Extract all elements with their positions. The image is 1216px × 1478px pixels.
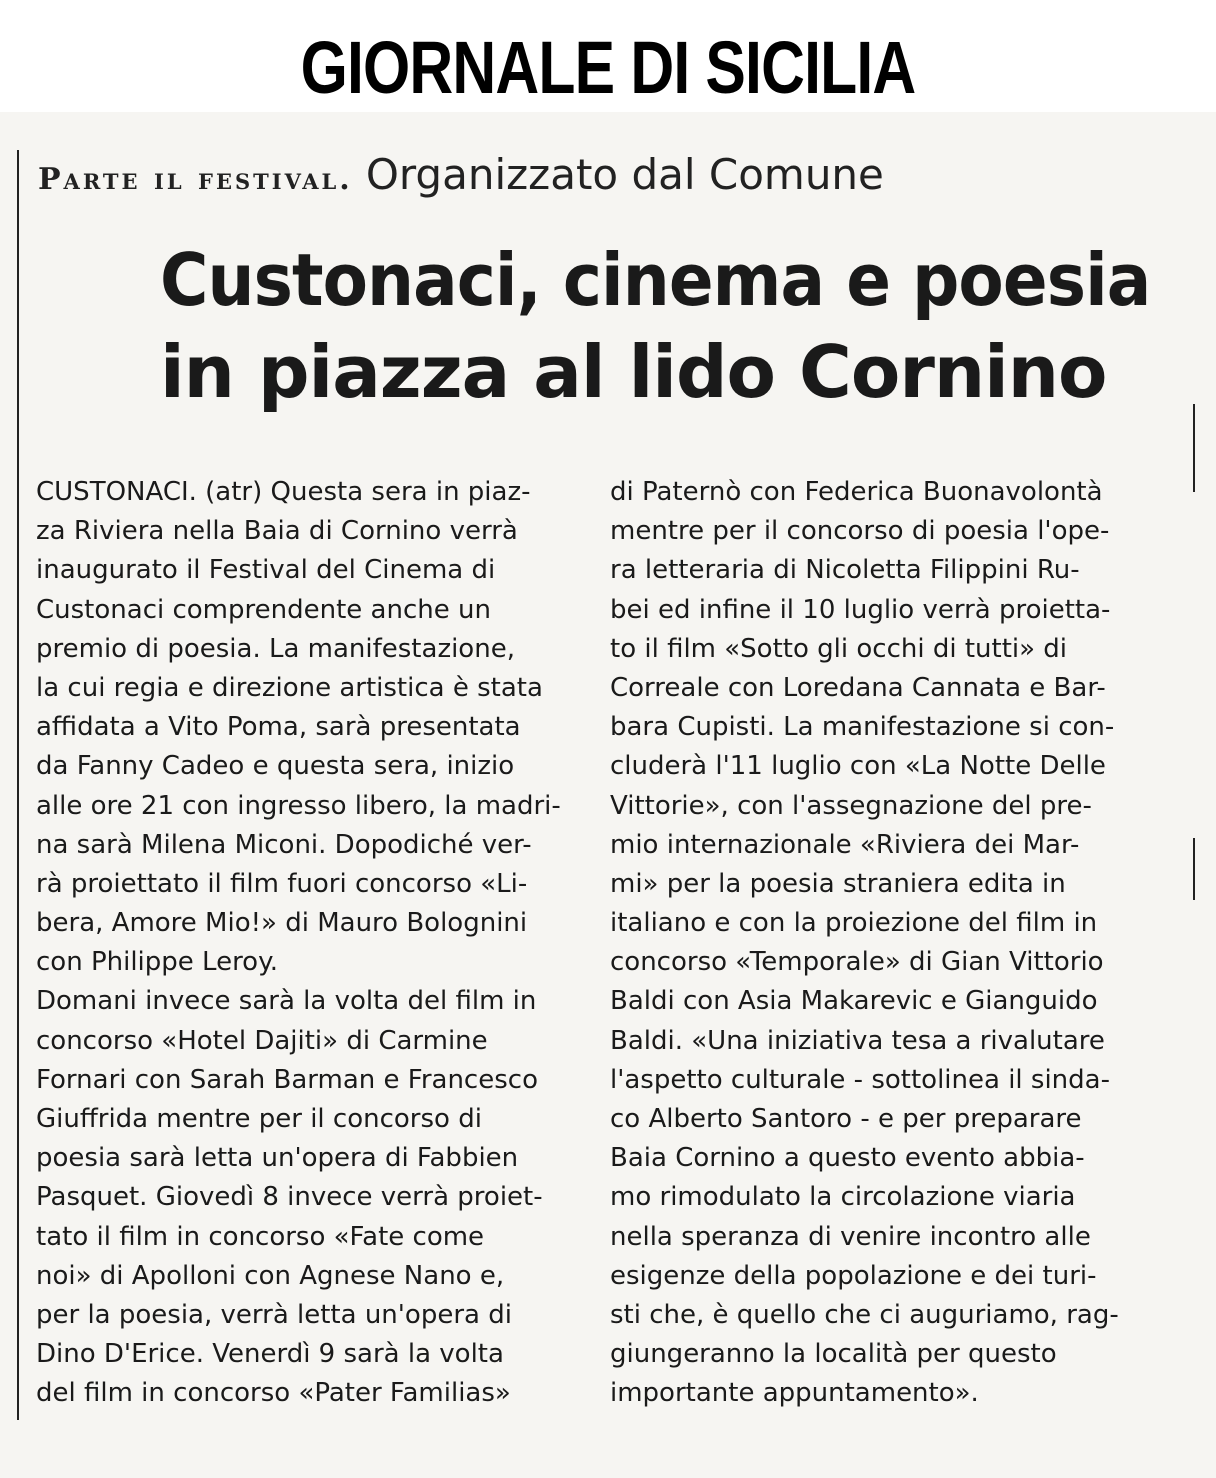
body-text-line: Vittorie», con l'assegnazione del pre- [610,790,1092,821]
newspaper-name: GIORNALE DI SICILIA [300,26,916,109]
body-text-line: premio di poesia. La manifestazione, [36,633,515,664]
body-text-line: mentre per il concorso di poesia l'ope- [610,516,1110,547]
body-text-line: bei ed infine il 10 luglio verrà proietta- [610,594,1111,625]
body-text-line: giungeranno la località per questo [610,1339,1057,1370]
body-text-line: sti che, è quello che ci auguriamo, rag- [610,1299,1119,1330]
body-text-line: ra letteraria di Nicoletta Filippini Ru- [610,555,1080,586]
body-text-line: Dino D'Erice. Venerdì 9 sarà la volta [36,1339,504,1370]
body-text-line: Baia Cornino a questo evento abbia- [610,1143,1085,1174]
body-text-line: inaugurato il Festival del Cinema di [36,555,496,586]
body-column-left [36,473,561,1414]
body-text-line: Fornari con Sarah Barman e Francesco [36,1064,538,1095]
body-text-line: concorso «Hotel Dajiti» di Carmine [36,1025,488,1056]
column-rule-left [17,150,19,1420]
body-text-line: Baldi con Asia Makarevic e Gianguido [610,986,1098,1017]
body-text-line: mo rimodulato la circolazione viaria [610,1182,1076,1213]
masthead [0,0,1216,112]
body-text-line: Pasquet. Giovedì 8 invece verrà proiet- [36,1182,543,1213]
body-text-line: Baldi. «Una iniziativa tesa a rivalutare [610,1025,1105,1056]
body-text-line: del film in concorso «Pater Familias» [36,1378,511,1409]
body-text-line: poesia sarà letta un'opera di Fabbien [36,1143,519,1174]
column-rule-right-bottom [1193,838,1195,900]
body-text-line: Domani invece sarà la volta del film in [36,986,537,1017]
body-text-line: Giuffrida mentre per il concorso di [36,1104,482,1134]
article-kicker [38,150,884,202]
body-text-line: esigenze della popolazione e dei turi- [610,1260,1097,1291]
body-text-line: per la poesia, verrà letta un'opera di [36,1299,512,1330]
body-text-line: cluderà l'11 luglio con «La Notte Delle [610,751,1106,782]
body-text-line: noi» di Apolloni con Agnese Nano e, [36,1260,505,1291]
column-rule-right-top [1193,404,1195,492]
headline-line-1: Custonaci, cinema e poesia [160,238,1151,322]
body-text-line: da Fanny Cadeo e questa sera, inizio [36,751,515,782]
body-text-line: affidata a Vito Poma, sarà presentata [36,712,521,743]
body-text-line: l'aspetto culturale - sottolinea il sinda- [610,1064,1110,1095]
body-text-line: za Riviera nella Baia di Cornino verrà [36,516,518,547]
body-text-line: co Alberto Santoro - e per preparare [610,1104,1082,1134]
body-text-line: CUSTONACI. (atr) Questa sera in piaz- [36,477,531,507]
headline-line-2: in piazza al lido Cornino [160,330,1107,414]
body-text-line: to il film «Sotto gli occhi di tutti» di [610,633,1068,664]
body-text-line: mi» per la poesia straniera edita in [610,868,1066,899]
body-text-line: bara Cupisti. La manifestazione si con- [610,712,1115,743]
article-headline [160,234,1180,418]
body-text-line: concorso «Temporale» di Gian Vittorio [610,947,1104,978]
body-text-line: la cui regia e direzione artistica è stata [36,672,543,703]
body-column-right [610,473,1119,1414]
body-text-line: nella speranza di venire incontro alle [610,1221,1091,1252]
body-text-line: con Philippe Leroy. [36,947,279,978]
body-text-line: rà proiettato il film fuori concorso «Li- [36,868,528,899]
body-text-line: importante appuntamento». [610,1378,979,1409]
body-text-line: tato il film in concorso «Fate come [36,1221,485,1252]
body-text-line: alle ore 21 con ingresso libero, la madri- [36,790,561,821]
body-text-line: Custonaci comprendente anche un [36,594,491,625]
body-text-line: Correale con Loredana Cannata e Bar- [610,672,1106,703]
body-text-line: di Paternò con Federica Buonavolontà [610,477,1103,507]
body-text-line: mio internazionale «Riviera dei Mar- [610,829,1080,860]
body-text-line: italiano e con la proiezione del film in [610,908,1098,939]
kicker-subtitle: Organizzato dal Comune [365,150,884,199]
body-text-line: na sarà Milena Miconi. Dopodiché ver- [36,829,532,860]
body-text-line: bera, Amore Mio!» di Mauro Bolognini [36,908,528,939]
kicker-label: Parte il festival. [38,162,353,197]
